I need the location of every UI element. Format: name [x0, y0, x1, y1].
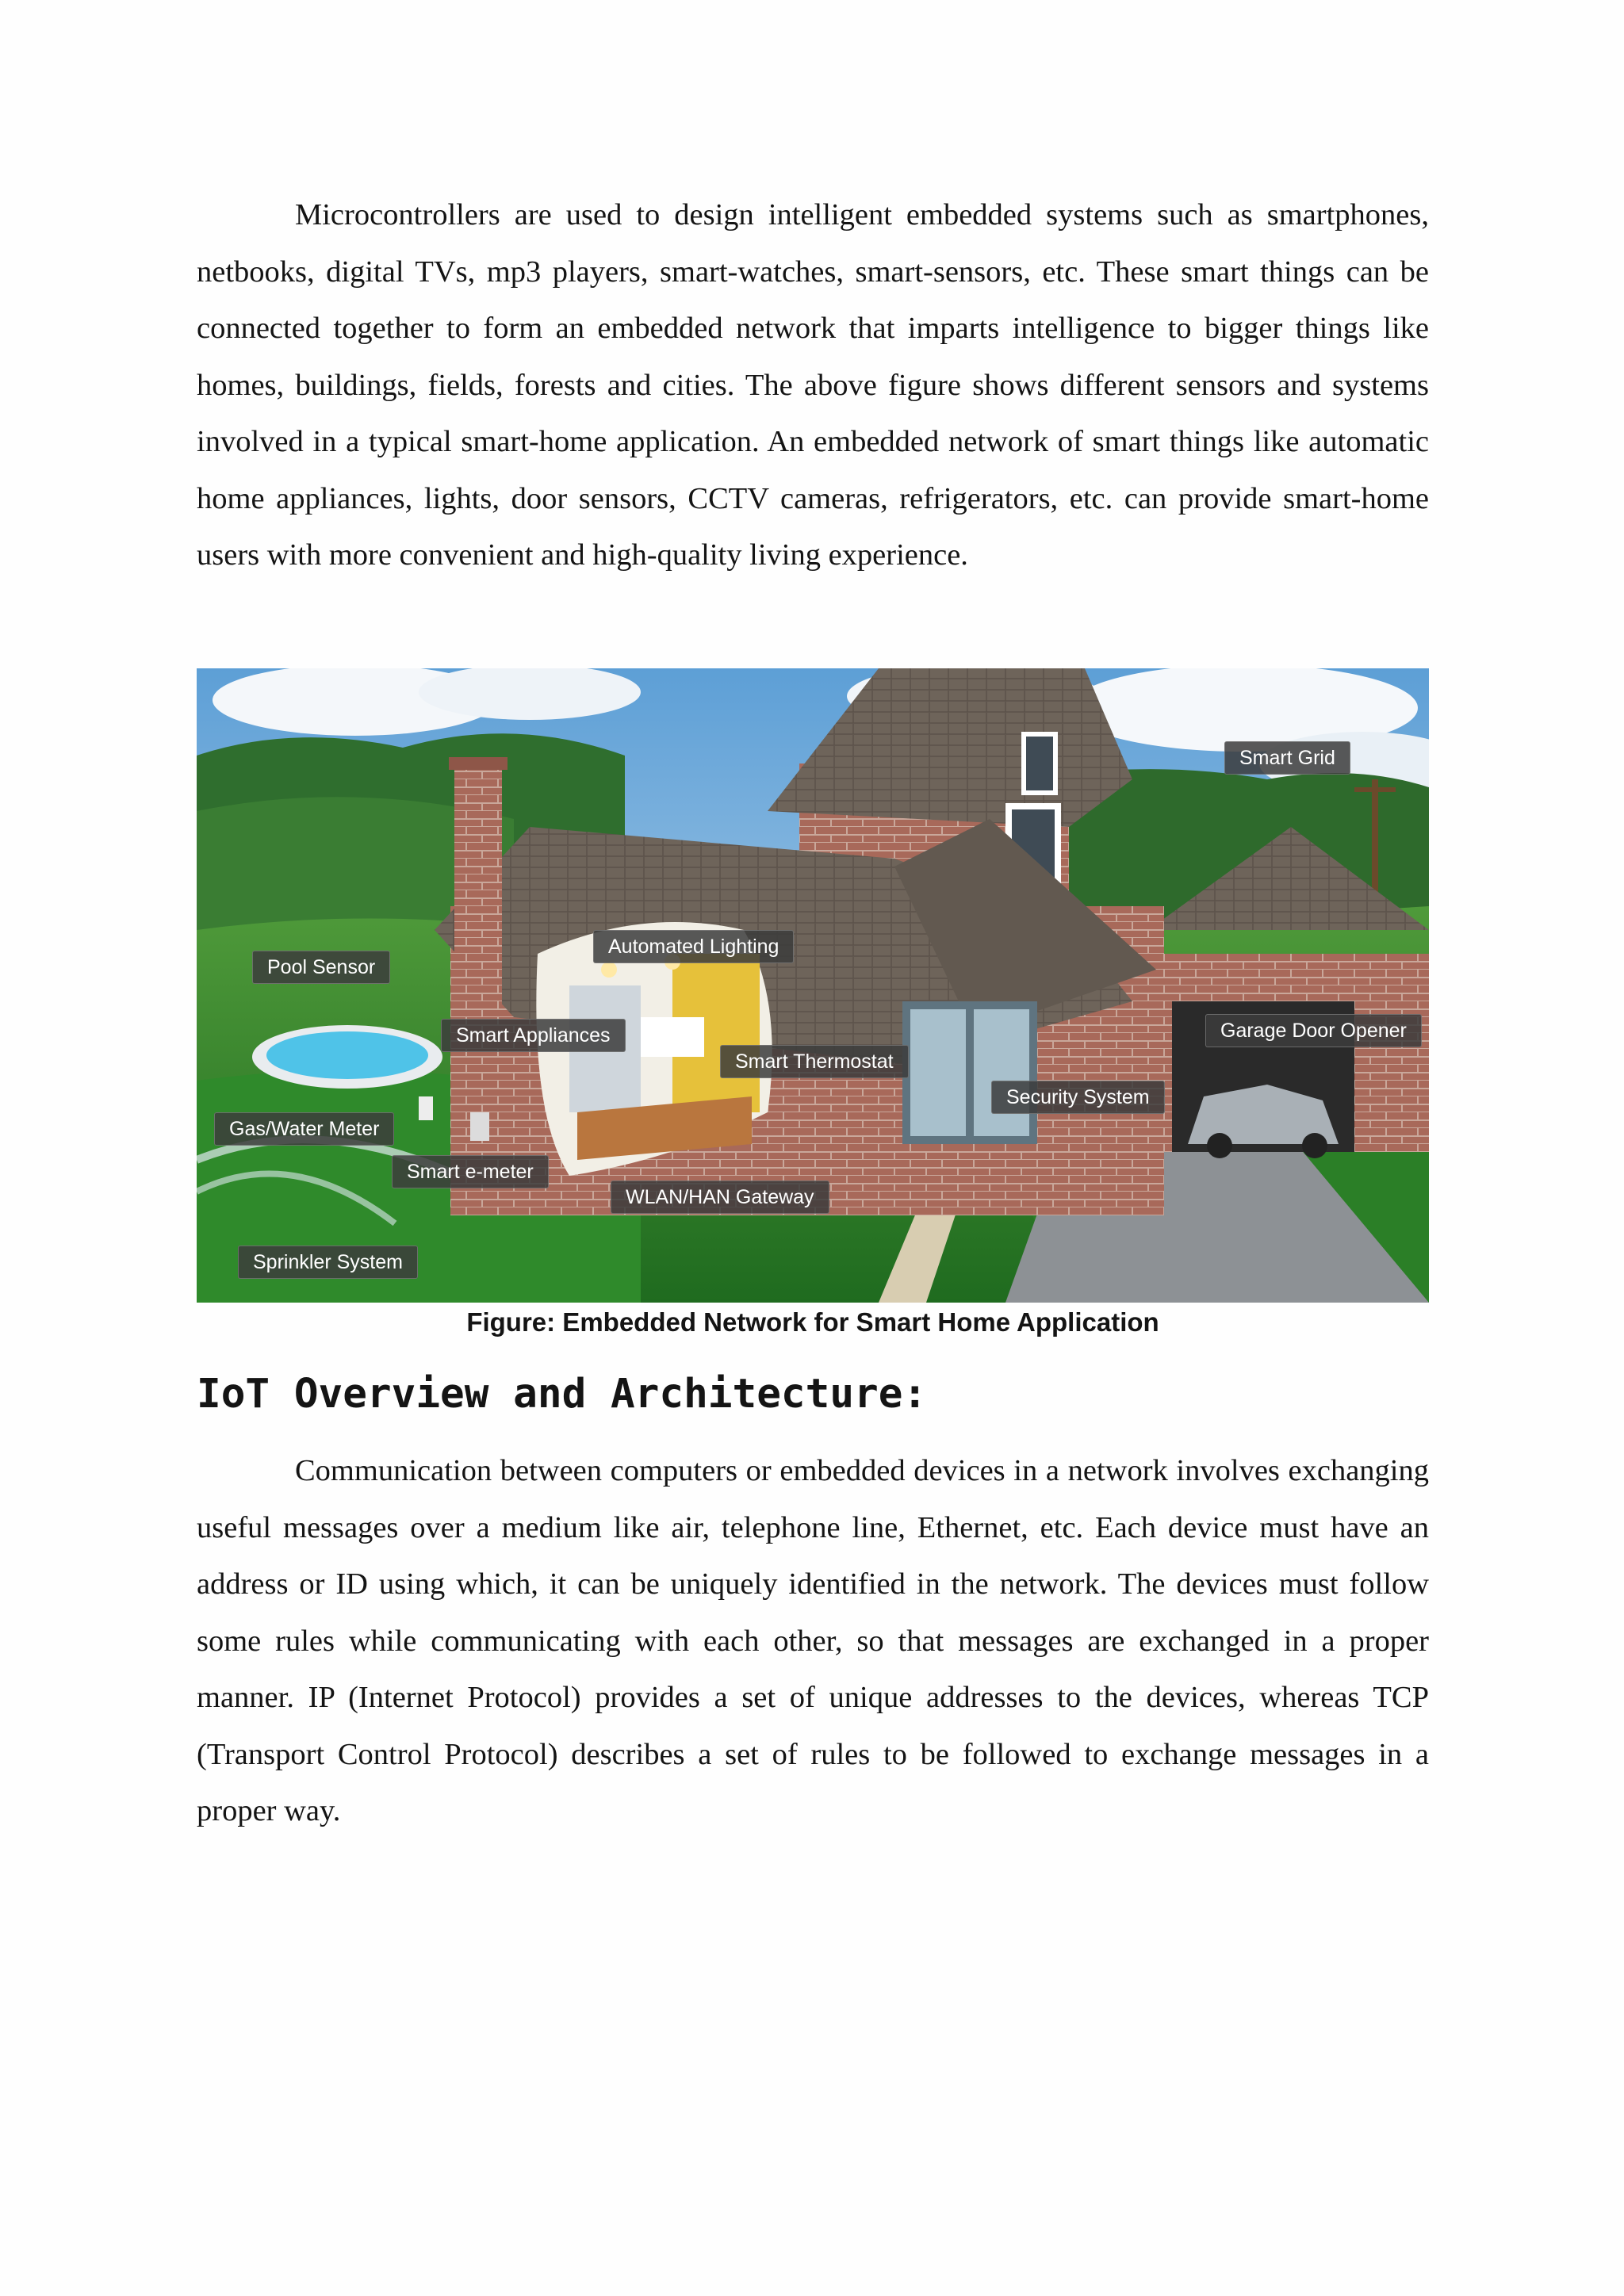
automated-lighting-label: Automated Lighting [593, 930, 794, 963]
smart-home-figure [197, 668, 1429, 1303]
gas-water-meter-label: Gas/Water Meter [214, 1112, 394, 1146]
communication-paragraph: Communication between computers or embedded devices in a network involves exchanging useful messages over a medium like air, telephone line, Ethernet, etc. Each device must have an address or ID using which, it can be uniquely identified in the network. The devices must follow some rules while communicating with each other, so that messages are exchanged in a proper manner. IP (Internet Protocol) provides a set of unique addresses to the devices, whereas TCP (Transport Control Protocol) describes a set of rules to be followed to exchange messages in a proper way. [197, 1454, 1429, 1827]
wlan-han-gateway-label: WLAN/HAN Gateway [611, 1181, 829, 1214]
security-system-label: Security System [991, 1081, 1165, 1114]
section-heading: IoT Overview and Architecture: [197, 1371, 928, 1418]
pool-sensor-label: Pool Sensor [252, 951, 390, 984]
smart-grid-label: Smart Grid [1224, 741, 1350, 775]
figure-caption: Figure: Embedded Network for Smart Home Application [466, 1307, 1159, 1337]
smart-appliances-label: Smart Appliances [441, 1019, 626, 1052]
intro-paragraph: Microcontrollers are used to design intelligent embedded systems such as smartphones, netbooks, digital TVs, mp3 players, smart-watches, smart-sensors, etc. These smart things can be connected together to form an embedded network that imparts intelligence to bigger things like homes, buildings, fields, forests and cities. The above figure shows different sensors and systems involved in a typical smart-home application. An embedded network of smart things like automatic home appliances, lights, door sensors, CCTV cameras, refrigerators, etc. can provide smart-home users with more convenient and high-quality living experience. [197, 198, 1429, 572]
garage-door-opener-label: Garage Door Opener [1205, 1014, 1422, 1047]
smart-thermostat-label: Smart Thermostat [720, 1045, 909, 1078]
sprinkler-system-label: Sprinkler System [238, 1246, 418, 1279]
smart-e-meter-label: Smart e-meter [392, 1155, 549, 1188]
